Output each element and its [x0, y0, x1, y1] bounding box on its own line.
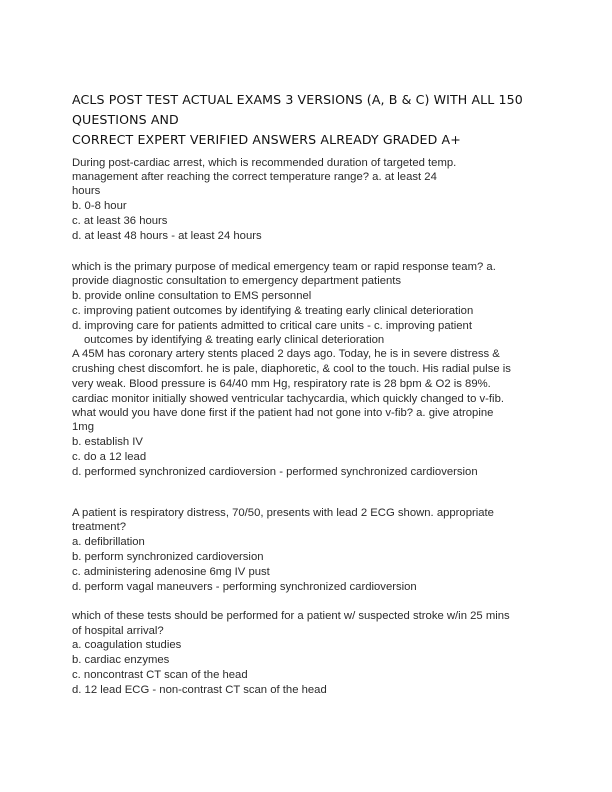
title-line: QUESTIONS AND — [72, 112, 179, 127]
answer-option: b. cardiac enzymes — [72, 654, 170, 666]
question-text: management after reaching the correct temperature range? a. at least 24 — [72, 171, 437, 183]
answer-option: b. provide online consultation to EMS personnel — [72, 290, 312, 302]
answer-option: d. perform vagal maneuvers - performing synchronized cardioversion — [72, 581, 417, 593]
answer-option: outcomes by identifying & treating early clinical deterioration — [84, 334, 385, 346]
answer-option: c. do a 12 lead — [72, 451, 147, 463]
answer-option: b. establish IV — [72, 436, 143, 448]
question-text: very weak. Blood pressure is 64/40 mm Hg, respiratory rate is 28 bpm & O2 is 89%. — [72, 378, 491, 390]
answer-option: d. improving care for patients admitted to critical care units - c. improving patient — [72, 320, 472, 332]
question-text: which of these tests should be performed for a patient w/ suspected stroke w/in 25 mins — [72, 610, 510, 622]
answer-option: c. administering adenosine 6mg IV pust — [72, 566, 270, 578]
answer-option: b. perform synchronized cardioversion — [72, 551, 264, 563]
question-text: which is the primary purpose of medical emergency team or rapid response team? a. — [72, 261, 496, 273]
answer-option: a. defibrillation — [72, 536, 145, 548]
question-text: treatment? — [72, 521, 127, 533]
question-text: A patient is respiratory distress, 70/50, presents with lead 2 ECG shown. appropriate — [72, 507, 494, 519]
title-line: CORRECT EXPERT VERIFIED ANSWERS ALREADY GRADED A+ — [72, 132, 461, 147]
answer-option: c. at least 36 hours — [72, 215, 168, 227]
question-text: hours — [72, 185, 101, 197]
answer-option: c. improving patient outcomes by identifying & treating early clinical deterioration — [72, 305, 474, 317]
answer-option: d. 12 lead ECG - non-contrast CT scan of the head — [72, 684, 327, 696]
question-text: provide diagnostic consultation to emergency department patients — [72, 275, 402, 287]
question-text: During post-cardiac arrest, which is recommended duration of targeted temp. — [72, 157, 457, 169]
question-text: 1mg — [72, 421, 94, 433]
answer-option: a. coagulation studies — [72, 639, 182, 651]
answer-option: b. 0-8 hour — [72, 200, 127, 212]
question-text: what would you have done first if the patient had not gone into v-fib? a. give atropine — [72, 407, 494, 419]
document-title — [72, 90, 542, 150]
answer-option: d. performed synchronized cardioversion - performed synchronized cardioversion — [72, 466, 478, 478]
answer-option: c. noncontrast CT scan of the head — [72, 669, 248, 681]
question-text: A 45M has coronary artery stents placed 2 days ago. Today, he is in severe distress & — [72, 348, 500, 360]
title-line: ACLS POST TEST ACTUAL EXAMS 3 VERSIONS (A, B & C) WITH ALL 150 — [72, 92, 523, 107]
question-text: cardiac monitor initially showed ventricular tachycardia, which quickly changed to v-fib. — [72, 393, 504, 405]
question-text: crushing chest discomfort. he is pale, diaphoretic, & cool to the touch. His radial pulse is — [72, 363, 511, 375]
question-text: of hospital arrival? — [72, 625, 164, 637]
answer-option: d. at least 48 hours - at least 24 hours — [72, 230, 262, 242]
